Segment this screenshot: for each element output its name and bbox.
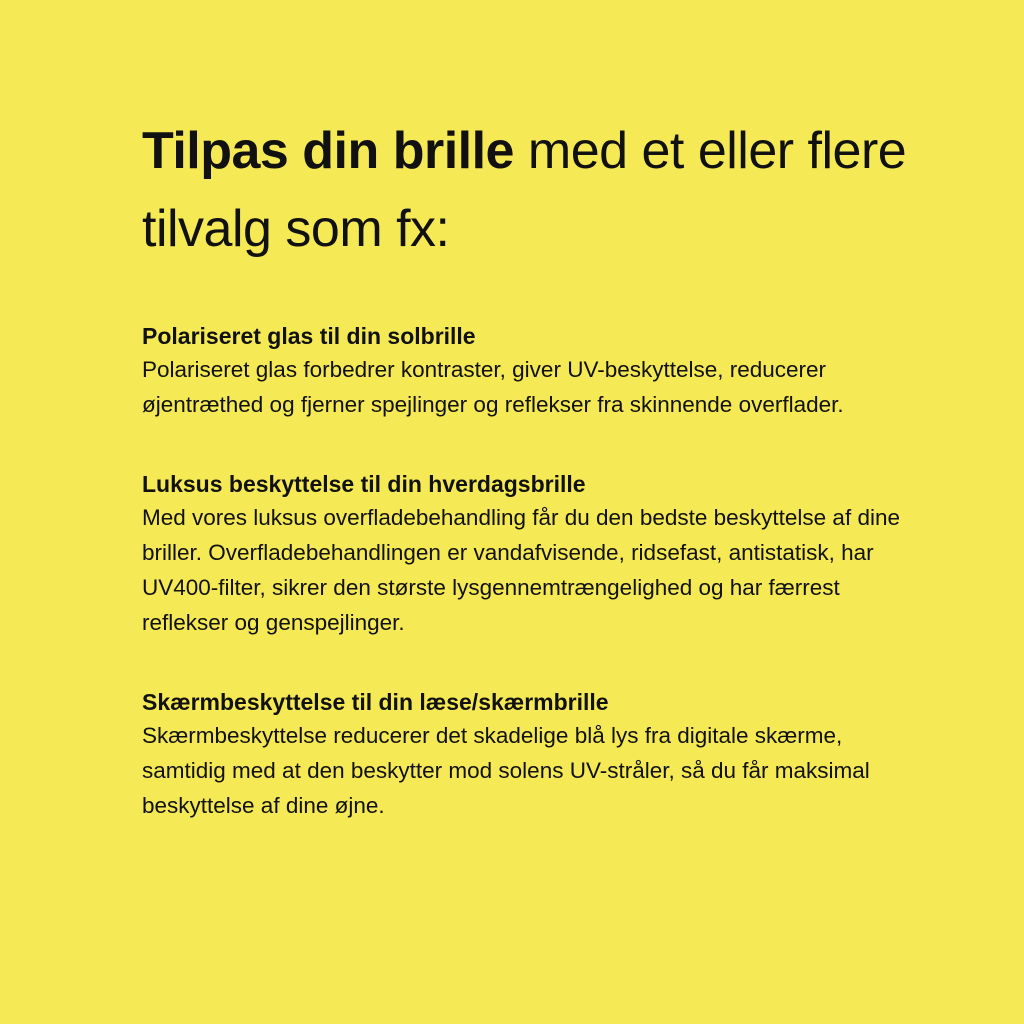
section-title: Polariseret glas til din solbrille [142,323,476,349]
section-title: Skærmbeskyttelse til din læse/skærmbrille [142,689,609,715]
section-screen-protection [142,686,964,823]
section-luxury-coating [142,468,964,640]
section-body: Med vores luksus overfladebehandling får du den bedste beskyttelse af dine briller. Overfladebehandlingen er vandafvisende, ridsefast, antistatisk, har UV400-filter, sikrer den største lysgennemtrængelighed og har færrest reflekser og genspejlinger. [142,505,900,635]
headline-bold: Tilpas din brille [142,122,514,180]
section-polarized [142,320,964,422]
headline [142,112,964,268]
section-title: Luksus beskyttelse til din hverdagsbrille [142,471,586,497]
headline-regular: med et eller flere tilvalg som fx: [142,122,907,258]
section-body: Polariseret glas forbedrer kontraster, giver UV-beskyttelse, reducerer øjentræthed og fjerner spejlinger og reflekser fra skinnende overflader. [142,357,844,417]
section-body: Skærmbeskyttelse reducerer det skadelige blå lys fra digitale skærme, samtidig med at den beskytter mod solens UV-stråler, så du får maksimal beskyttelse af dine øjne. [142,723,870,818]
